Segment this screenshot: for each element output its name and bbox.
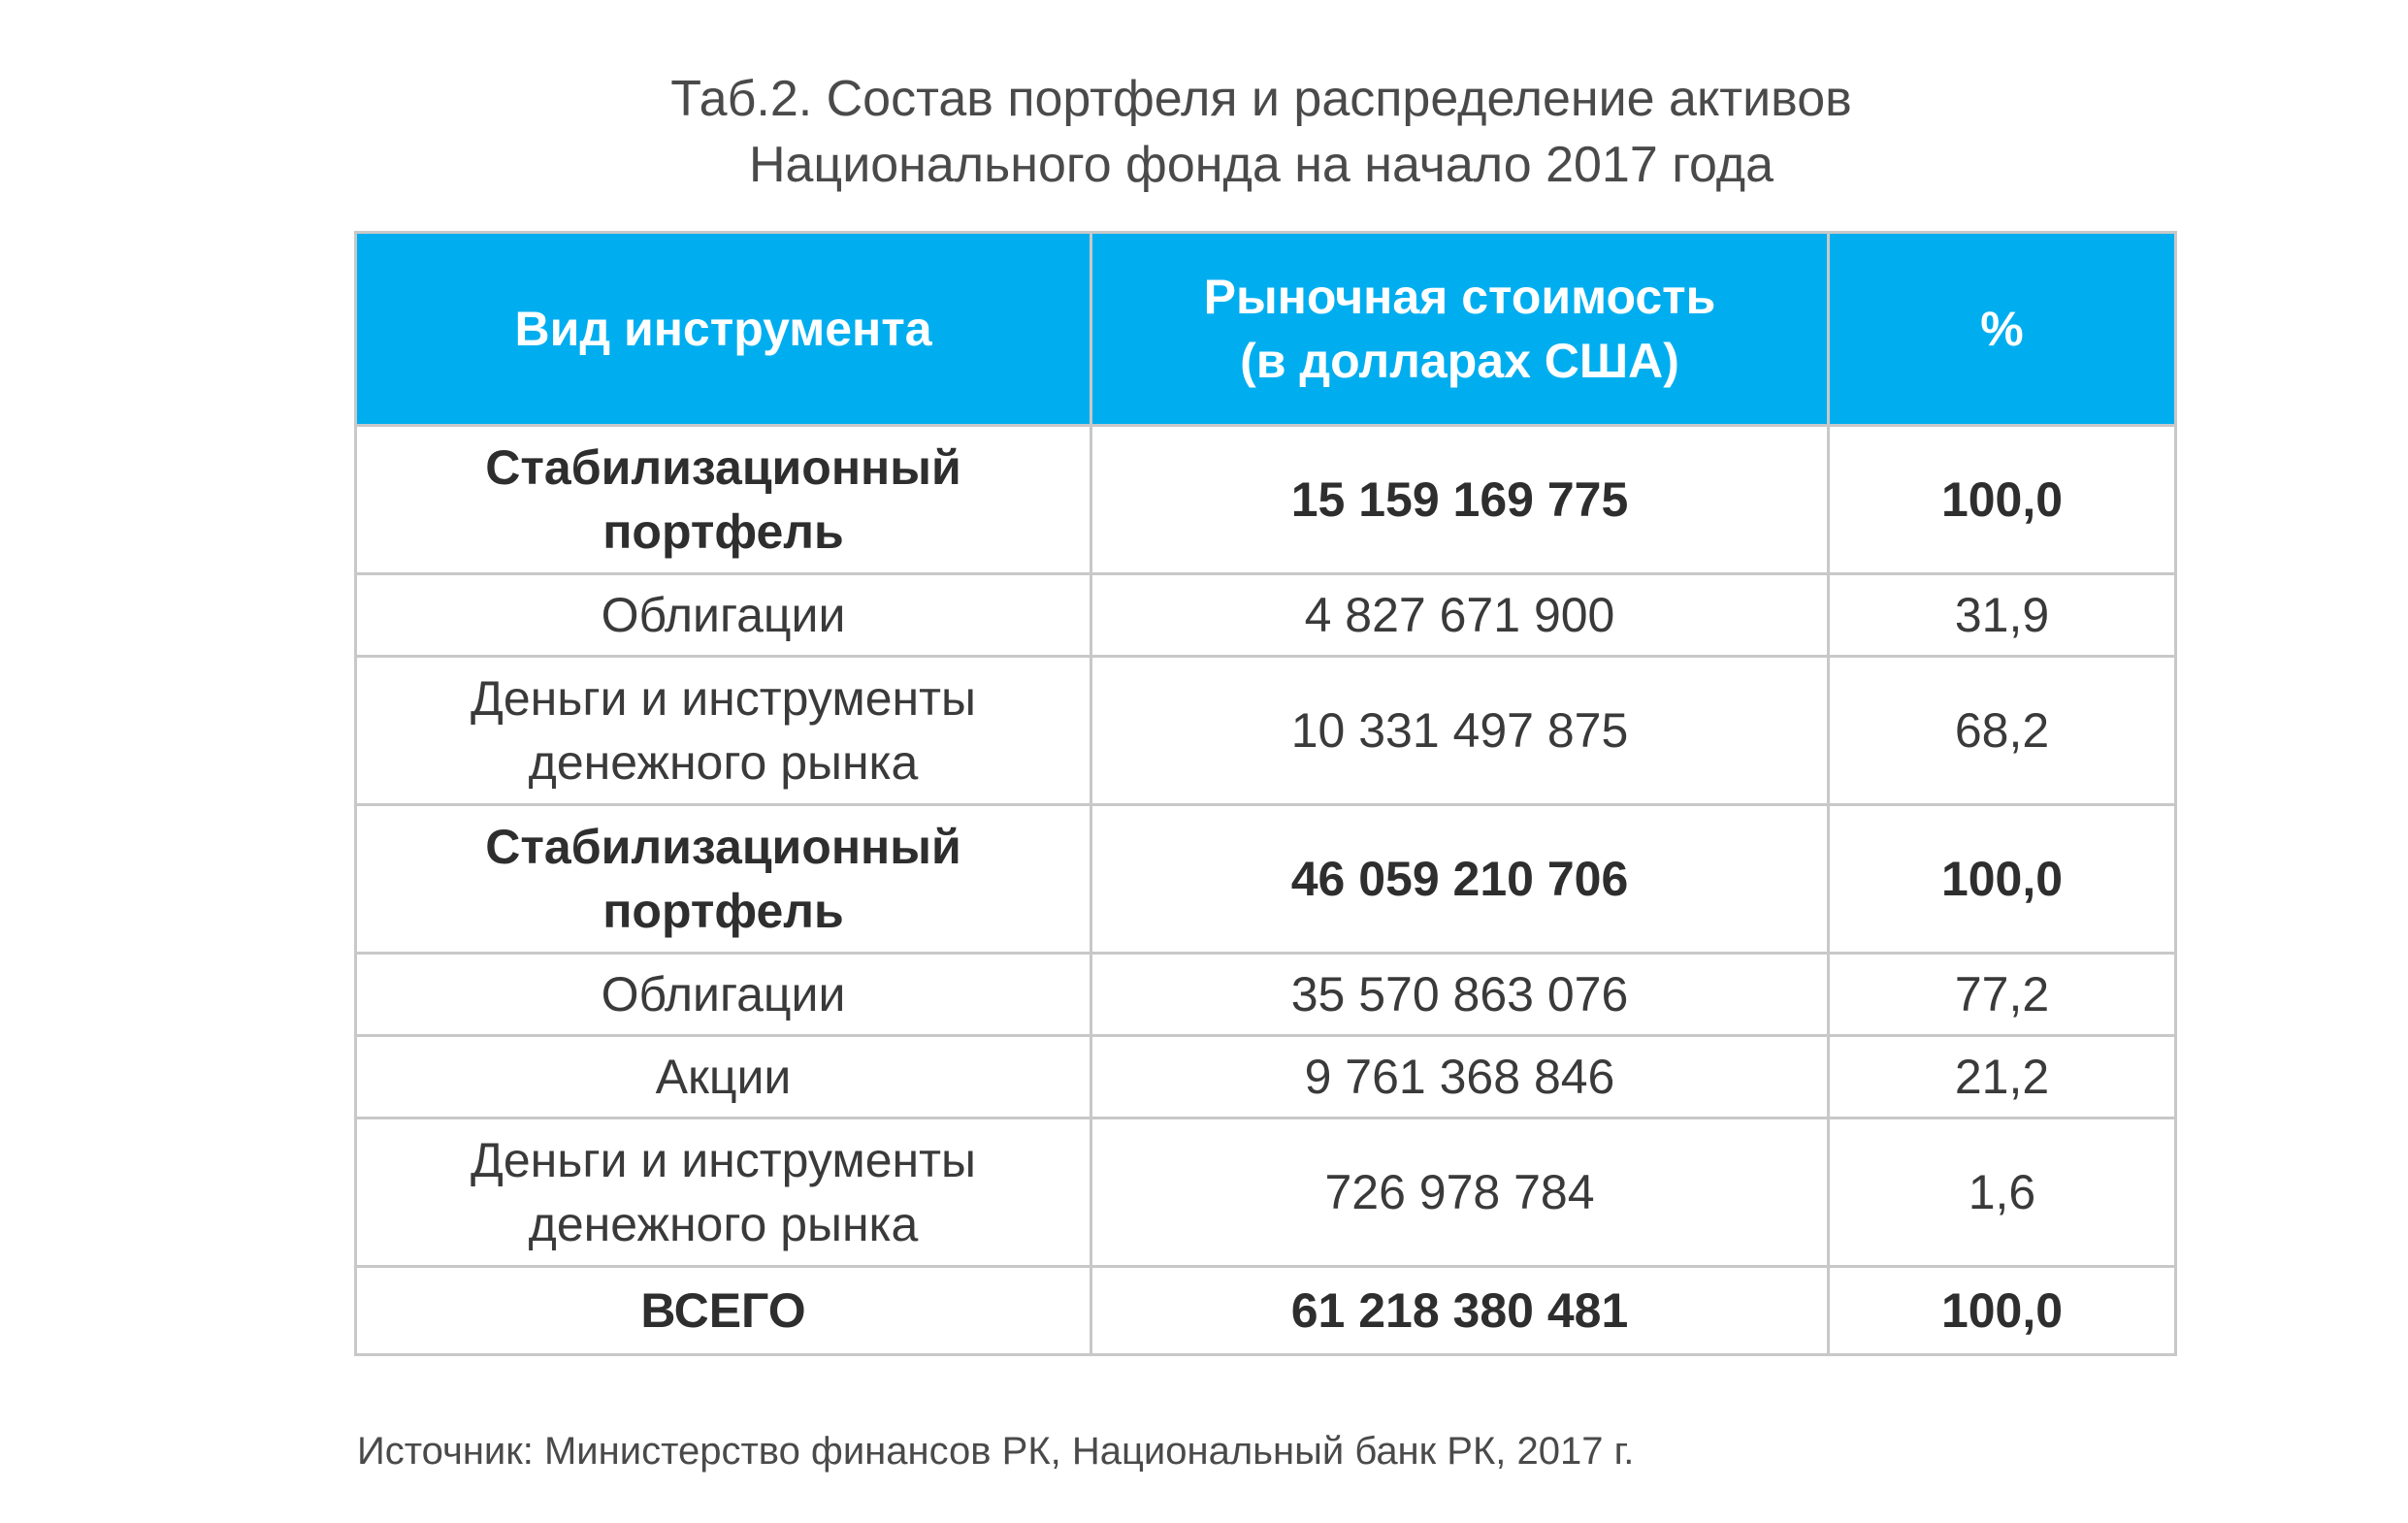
table-row bbox=[356, 1036, 2176, 1118]
row-percent: 21,2 bbox=[1829, 1036, 2176, 1118]
table-title-line-1: Таб.2. Состав портфеля и распределение активов bbox=[670, 71, 1852, 127]
table-row bbox=[356, 954, 2176, 1036]
table-row bbox=[356, 574, 2176, 657]
row-name-line-1: Деньги и инструменты bbox=[471, 671, 976, 726]
row-percent: 31,9 bbox=[1829, 574, 2176, 657]
row-percent: 100,0 bbox=[1829, 426, 2176, 574]
table-row bbox=[356, 1118, 2176, 1267]
row-value: 61 218 380 481 bbox=[1091, 1267, 1829, 1355]
row-name: Облигации bbox=[356, 954, 1091, 1036]
row-name-line-2: денежного рынка bbox=[528, 1197, 919, 1251]
row-percent: 77,2 bbox=[1829, 954, 2176, 1036]
header-market-value-line-2: (в долларах США) bbox=[1240, 334, 1679, 388]
row-name-line-1: Стабилизационный bbox=[485, 440, 961, 495]
row-value: 9 761 368 846 bbox=[1091, 1036, 1829, 1118]
row-name bbox=[356, 426, 1091, 574]
row-name: Акции bbox=[356, 1036, 1091, 1118]
row-value: 15 159 169 775 bbox=[1091, 426, 1829, 574]
row-name bbox=[356, 657, 1091, 805]
row-value: 726 978 784 bbox=[1091, 1118, 1829, 1267]
row-value: 4 827 671 900 bbox=[1091, 574, 1829, 657]
table-row bbox=[356, 805, 2176, 954]
row-value: 10 331 497 875 bbox=[1091, 657, 1829, 805]
row-name: Облигации bbox=[356, 574, 1091, 657]
header-instrument: Вид инструмента bbox=[356, 233, 1091, 426]
row-name: ВСЕГО bbox=[356, 1267, 1091, 1355]
portfolio-table bbox=[354, 231, 2177, 1356]
table-title-line-2: Национального фонда на начало 2017 года bbox=[748, 137, 1774, 193]
portfolio-table-container bbox=[354, 231, 2174, 1356]
table-row-total bbox=[356, 1267, 2176, 1355]
table-row bbox=[356, 657, 2176, 805]
row-percent: 100,0 bbox=[1829, 1267, 2176, 1355]
row-percent: 100,0 bbox=[1829, 805, 2176, 954]
header-percent: % bbox=[1829, 233, 2176, 426]
row-name-line-2: портфель bbox=[602, 884, 844, 938]
row-name-line-2: денежного рынка bbox=[528, 735, 919, 790]
row-name-line-1: Деньги и инструменты bbox=[471, 1133, 976, 1187]
row-name-line-2: портфель bbox=[602, 504, 844, 559]
header-market-value bbox=[1091, 233, 1829, 426]
row-name-line-1: Стабилизационный bbox=[485, 820, 961, 874]
row-name bbox=[356, 1118, 1091, 1267]
row-percent: 68,2 bbox=[1829, 657, 2176, 805]
row-name bbox=[356, 805, 1091, 954]
row-value: 46 059 210 706 bbox=[1091, 805, 1829, 954]
table-title bbox=[0, 66, 2408, 198]
row-value: 35 570 863 076 bbox=[1091, 954, 1829, 1036]
row-percent: 1,6 bbox=[1829, 1118, 2176, 1267]
header-market-value-line-1: Рыночная стоимость bbox=[1203, 270, 1716, 324]
table-row bbox=[356, 426, 2176, 574]
source-note: Источник: Министерство финансов РК, Национальный банк РК, 2017 г. bbox=[357, 1430, 1635, 1473]
table-header-row bbox=[356, 233, 2176, 426]
